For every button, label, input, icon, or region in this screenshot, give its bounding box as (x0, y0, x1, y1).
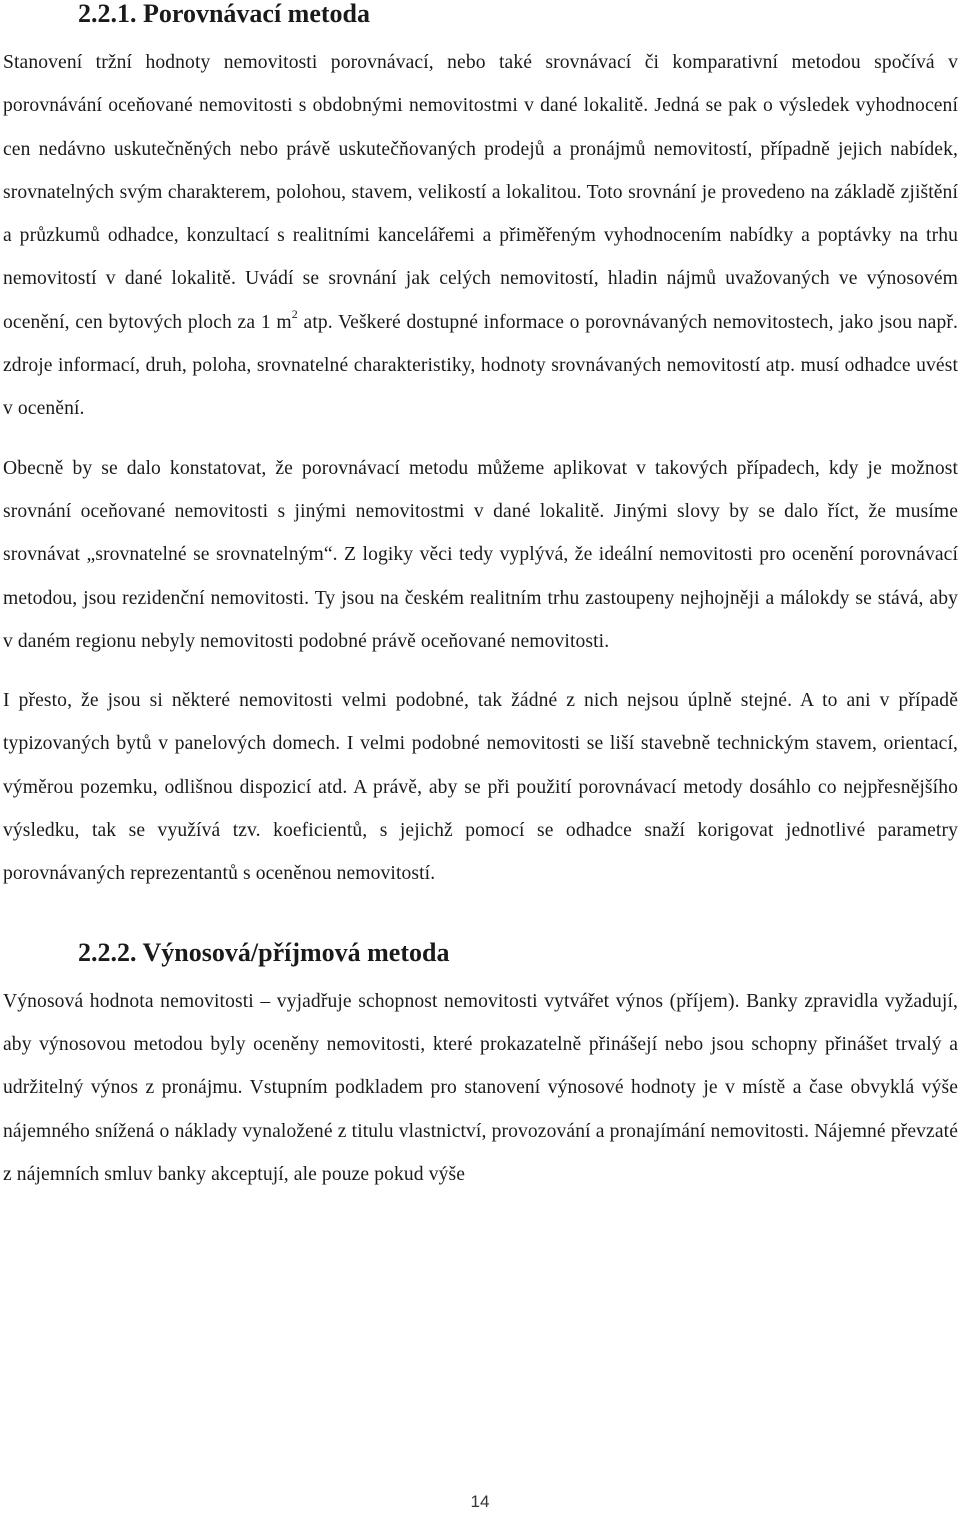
superscript-squared: 2 (291, 307, 298, 322)
paragraph-comparative-application: Obecně by se dalo konstatovat, že porovnávací metodu můžeme aplikovat v takových případech, kdy je možnost srovnání oceňované nemovitosti s jinými nemovitostmi v dané lokalitě. Jinými slovy by se dalo říct, že musíme srovnávat „srovnatelné se srovnatelným“. Z logiky věci tedy vyplývá, že ideální nemovitosti pro ocenění porovnávací metodou, jsou rezidenční nemovitosti. Ty jsou na českém realitním trhu zastoupeny nejhojněji a málokdy se stává, aby v daném regionu nebyly nemovitosti podobné právě oceňované nemovitosti. (3, 457, 958, 652)
paragraph-coefficients: I přesto, že jsou si některé nemovitosti velmi podobné, tak žádné z nich nejsou úplně stejné. A to ani v případě typizovaných bytů v panelových domech. I velmi podobné nemovitosti se liší stavebně technickým stavem, orientací, výměrou pozemku, odlišnou dispozicí atd. A právě, aby se při použití porovnávací metody dosáhlo co nejpřesnějšího výsledku, tak se využívá tzv. koeficientů, s jejichž pomocí se odhadce snaží korigovat jednotlivé parametry porovnávaných reprezentantů s oceněnou nemovitostí. (3, 690, 958, 885)
paragraph-market-value (3, 41, 958, 431)
paragraph-text: Stanovení tržní hodnoty nemovitosti porovnávací, nebo také srovnávací či komparativní metodou spočívá v porovnávání oceňované nemovitosti s obdobnými nemovitostmi v dané lokalitě. Jedná se pak o výsledek vyhodnocení cen nedávno uskutečněných nebo právě uskutečňovaných prodejů a pronájmů nemovitostí, případně jejich nabídek, srovnatelných svým charakterem, polohou, stavem, velikostí a lokalitou. Toto srovnání je provedeno na základě zjištění a průzkumů odhadce, konzultací s realitními kancelářemi a přiměřeným vyhodnocením nabídky a poptávky na trhu nemovitostí v dané lokalitě. Uvádí se srovnání jak celých nemovitostí, hladin nájmů uvažovaných ve výnosovém ocenění, cen bytových ploch za 1 m (3, 52, 958, 333)
paragraph-text-continued: atp. Veškeré dostupné informace o porovnávaných nemovitostech, jako jsou např. zdroje informací, druh, poloha, srovnatelné charakteristiky, hodnoty srovnávaných nemovitostí atp. musí odhadce uvést v ocenění. (3, 311, 958, 420)
section-heading-porovnavaci-metoda: 2.2.1. Porovnávací metoda (78, 0, 370, 28)
page-number: 14 (470, 1492, 490, 1511)
page-content (3, 0, 958, 1196)
section-heading-vynosova-metoda: 2.2.2. Výnosová/příjmová metoda (78, 937, 450, 967)
paragraph-income-value: Výnosová hodnota nemovitosti – vyjadřuje schopnost nemovitosti vytvářet výnos (příjem). Banky zpravidla vyžadují, aby výnosovou metodou byly oceněny nemovitosti, které prokazatelně přinášejí nebo jsou schopny přinášet trvalý a udržitelný výnos z pronájmu. Vstupním podkladem pro stanovení výnosové hodnoty je v místě a čase obvyklá výše nájemného snížená o náklady vynaložené z titulu vlastnictví, provozování a pronajímání nemovitosti. Nájemné převzaté z nájemních smluv banky akceptují, ale pouze pokud výše (3, 990, 958, 1185)
